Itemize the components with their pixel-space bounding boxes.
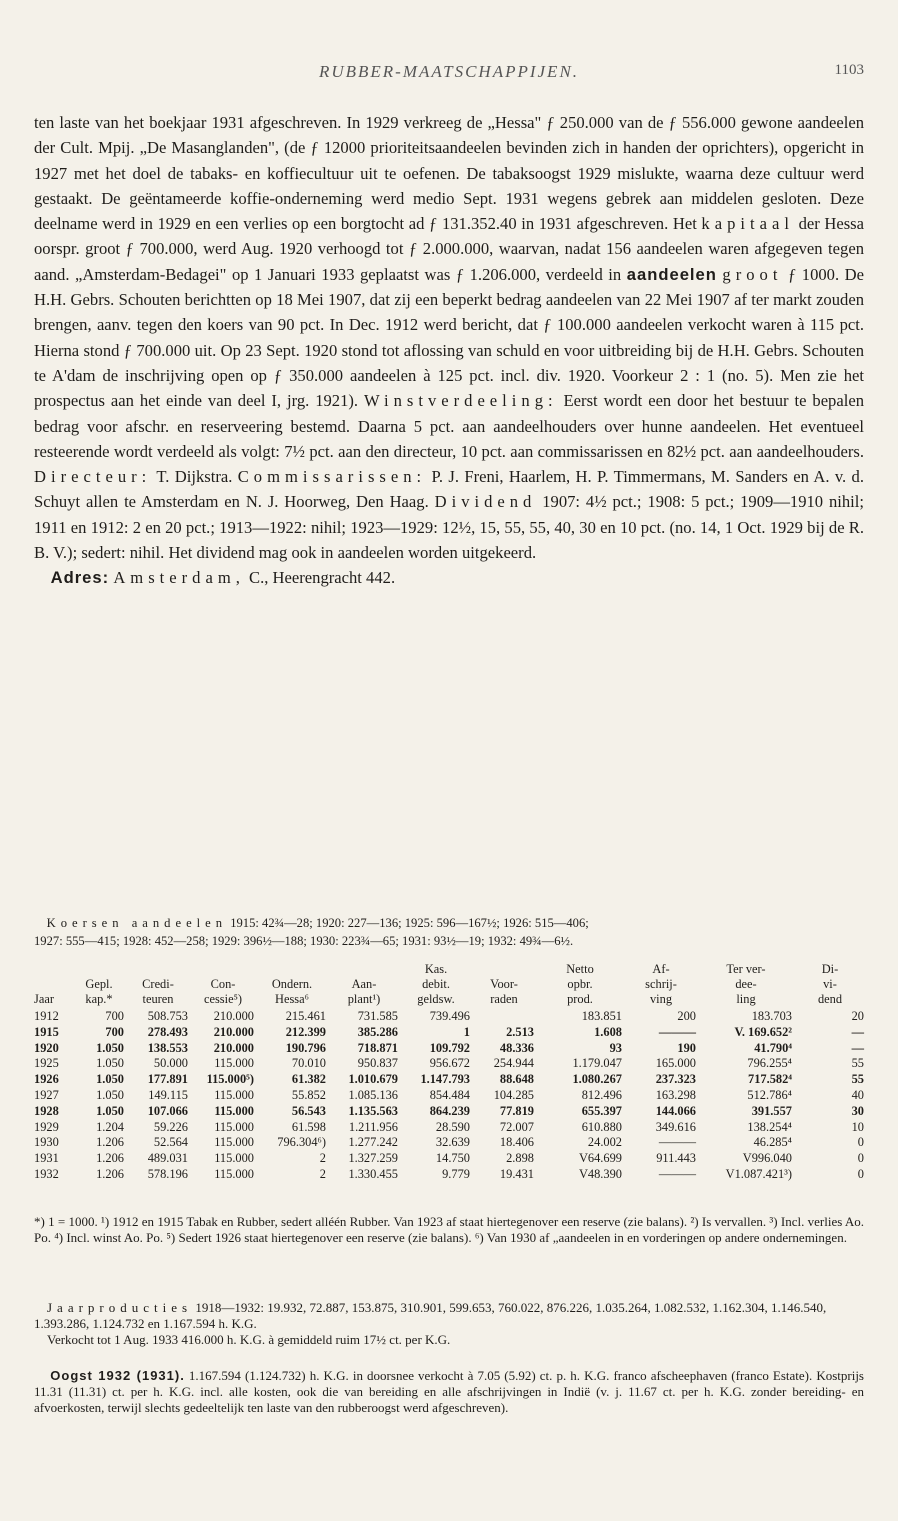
harvest-paragraph	[34, 1368, 864, 1416]
table-cell: 115.000	[214, 1166, 254, 1181]
table-cell: 1.050	[96, 1103, 124, 1118]
table-cell: V64.699	[578, 1151, 622, 1166]
table-cell: 812.496	[581, 1087, 622, 1102]
page-header	[34, 62, 864, 86]
table-cell: 32.639	[435, 1135, 470, 1150]
table-header-cell: Kas.	[424, 962, 448, 976]
table-cell: 149.115	[148, 1087, 188, 1102]
table-header-cell	[190, 962, 256, 977]
table-cell: 10	[851, 1119, 864, 1134]
table-header-cell: geldsw.	[417, 992, 455, 1006]
table-header-cell	[256, 962, 328, 977]
section-label-aandeelen: aandeelen	[626, 264, 717, 284]
table-cell: 700	[105, 1024, 124, 1039]
table-cell: 1.050	[96, 1087, 124, 1102]
address-street: C., Heerengracht 442.	[244, 568, 396, 588]
table-row	[34, 1009, 866, 1025]
table-cell: 40	[851, 1087, 864, 1102]
table-cell: 18.406	[499, 1135, 534, 1150]
table-row	[34, 1088, 866, 1104]
table-header-cell: Di-	[821, 962, 839, 976]
table-cell-year: 1920	[34, 1040, 59, 1055]
table-row	[34, 1041, 866, 1057]
table-row	[34, 1151, 866, 1167]
table-cell: 1.327.259	[348, 1151, 398, 1166]
table-cell: 61.382	[291, 1072, 326, 1087]
table-header-cell: kap.*	[85, 992, 113, 1006]
table-cell: 115.000⁵)	[206, 1072, 254, 1087]
table-cell: 115.000	[214, 1056, 254, 1071]
table-row	[34, 1135, 866, 1151]
table-cell: 349.616	[655, 1119, 696, 1134]
table-cell: 1.147.793	[420, 1072, 470, 1087]
table-cell: 1.277.242	[348, 1135, 398, 1150]
section-label-commissarissen: Commissarissen:	[237, 467, 427, 487]
table-header-row-2	[34, 977, 866, 992]
table-cell: 2.513	[506, 1024, 534, 1039]
table-cell: 70.010	[291, 1056, 326, 1071]
table-cell: 2.898	[506, 1151, 534, 1166]
production-label: Jaarproducties	[47, 1300, 193, 1315]
table-cell: 14.750	[435, 1151, 470, 1166]
table-cell: 48.336	[499, 1040, 534, 1055]
table-row	[34, 1167, 866, 1183]
body-text-6: P. J. Freni, Haarlem, H. P. Timmermans, M. Sanders en A. v. d. Schuyt allen te Amsterdam en N. J. Hoorweg, Den Haag.	[34, 467, 865, 512]
table-cell: 163.298	[655, 1087, 696, 1102]
table-cell: V48.390	[578, 1166, 622, 1181]
table-cell: 200	[677, 1009, 696, 1023]
table-cell: 1.206	[96, 1151, 124, 1166]
table-header-row-3	[34, 992, 866, 1009]
table-cell: 183.703	[751, 1009, 792, 1023]
table-cell: 0	[857, 1151, 864, 1166]
table-cell: 0	[857, 1135, 864, 1150]
table-cell: 88.648	[499, 1072, 534, 1087]
production-text: 1918—1932: 19.932, 72.887, 153.875, 310.901, 599.653, 760.022, 876.226, 1.035.264, 1.082.532, 1.162.304, 1.146.540, 1.393.286, 1.124.732 en 1.167.594 h. K.G.	[34, 1300, 827, 1331]
body-text-2: der Hessa oorspr. groot ƒ 700.000, werd Aug. 1920 verhoogd tot ƒ 2.000.000, waarvan, nadat 156 aandeelen waren afgegeven tegen aand. „Amsterdam-Bedagei" op 1 Januari 1933 geplaatst was ƒ 1.206.000, verdeeld in	[34, 214, 864, 284]
table-cell: 1.085.136	[348, 1087, 398, 1102]
table-cell: 61.598	[291, 1119, 326, 1134]
table-cell: 138.254⁴	[747, 1119, 792, 1134]
table-header-cell: Voor-	[490, 977, 518, 991]
table-cell: 115.000	[214, 1087, 254, 1102]
table-cell: 718.871	[357, 1040, 398, 1055]
section-label-directeur: Directeur:	[34, 467, 152, 487]
running-title: RUBBER-MAATSCHAPPIJEN.	[318, 62, 580, 81]
table-header-cell: debit.	[422, 977, 450, 991]
table-cell: 55.852	[291, 1087, 326, 1102]
financial-table	[34, 962, 866, 1183]
table-cell: 30	[851, 1103, 864, 1118]
table-cell: 56.543	[291, 1103, 326, 1118]
table-cell-year: 1931	[34, 1151, 59, 1166]
harvest-label: Oogst 1932 (1931).	[50, 1368, 185, 1383]
table-cell: 237.323	[655, 1072, 696, 1087]
table-cell: 52.564	[153, 1135, 188, 1150]
table-cell: 19.431	[499, 1166, 534, 1181]
section-label-dividend: Dividend	[434, 492, 537, 512]
table-cell: 2	[319, 1151, 326, 1166]
table-cell: 165.000	[655, 1056, 696, 1071]
table-cell: 59.226	[153, 1119, 188, 1134]
table-cell: 55	[851, 1056, 864, 1071]
table-body	[34, 1009, 866, 1183]
table-header-cell: schrij-	[645, 977, 677, 991]
table-cell: V1.087.421³)	[725, 1166, 792, 1181]
table-cell: 115.000	[214, 1135, 254, 1150]
table-cell: 796.304⁶)	[277, 1135, 326, 1150]
table-header-cell: Ondern.	[271, 977, 313, 991]
table-cell: 72.007	[499, 1119, 534, 1134]
table-header-cell: Jaar	[34, 992, 54, 1006]
address-city: Amsterdam,	[113, 568, 245, 588]
table-cell: 190	[677, 1040, 696, 1055]
table-cell: 489.031	[147, 1151, 188, 1166]
table-cell: V996.040	[742, 1151, 792, 1166]
table-cell: ———	[658, 1024, 696, 1039]
table-row	[34, 1025, 866, 1041]
table-header-cell: raden	[490, 992, 518, 1006]
table-row	[34, 1120, 866, 1136]
table-cell: 911.443	[656, 1151, 696, 1166]
table-cell: 46.285⁴	[753, 1135, 792, 1150]
table-cell: 77.819	[499, 1103, 534, 1118]
table-header-cell	[34, 962, 72, 977]
table-cell: 1	[463, 1024, 470, 1039]
table-header-cell	[34, 977, 72, 992]
table-cell: 1.010.679	[348, 1072, 398, 1087]
table-cell: 93	[609, 1040, 622, 1055]
body-text-1: ten laste van het boekjaar 1931 afgeschreven. In 1929 verkreeg de „Hessa" ƒ 250.000 van de ƒ 556.000 gewone aandeelen der Cult. Mpij. „De Masanglanden", (de ƒ 12000 prioriteitsaandeelen bevinden zich in handen der oprichters), opgericht in 1927 met het doel de tabaks- en koffiecultuur uit te oefenen. De tabaksoogst 1929 mislukte, waarna deze cultuur werd gestaakt. De geëntameerde koffie-onderneming werd medio Sept. 1931 wegens gebrek aan middelen gesloten. Deze deelname werd in 1929 en een verlies op een borgtocht ad ƒ 131.352.40 in 1931 afgeschreven. Het	[34, 113, 864, 234]
table-cell-year: 1912	[34, 1009, 59, 1023]
table-cell-year: 1927	[34, 1087, 59, 1102]
table-cell: 854.484	[429, 1087, 470, 1102]
table-cell	[472, 1009, 536, 1025]
table-row	[34, 1104, 866, 1120]
table-header-cell: Con-	[210, 977, 236, 991]
table-cell-year: 1929	[34, 1119, 59, 1134]
address-line	[34, 565, 864, 590]
table-cell: 144.066	[655, 1103, 696, 1118]
table-header-cell: Netto	[566, 962, 594, 976]
page-number: 1103	[834, 62, 864, 78]
section-label-winstverdeeling: Winstverdeeling:	[363, 391, 558, 411]
body-text-3: ƒ 1000. De H.H. Gebrs. Schouten berichtten op 18 Mei 1907, dat zij een beperkt bedrag aandeelen van 22 Mei 1907 af ter markt zouden brengen, aanv. tegen den koers van 90 pct. In Dec. 1912 werd bericht, dat ƒ 100.000 aandeelen verkocht waren à 115 pct. Hierna stond ƒ 700.000 uit. Op 23 Sept. 1920 stond tot aflossing van schuld en voor uitbreiding bij de H.H. Gebrs. Schouten te A'dam de inschrijving open op ƒ 350.000 aandeelen à 125 pct. incl. div. 1920. Voorkeur 2 : 1 (no. 5). Men zie het prospectus aan het einde van deel I, jrg. 1921).	[34, 264, 864, 411]
table-cell: 190.796	[285, 1040, 326, 1055]
table-cell: 1.080.267	[572, 1072, 622, 1087]
table-cell: 183.851	[581, 1009, 622, 1023]
table-cell: 864.239	[429, 1103, 470, 1118]
table-cell: 1.330.455	[348, 1166, 398, 1181]
table-cell: 1.204	[96, 1119, 124, 1134]
table-cell: 0	[857, 1166, 864, 1181]
word-groot: groot	[722, 264, 783, 284]
table-header-cell: dend	[817, 992, 843, 1006]
table-header-cell: teuren	[142, 992, 174, 1006]
table-cell: 1.211.956	[348, 1119, 398, 1134]
section-label-kapitaal: kapitaal	[701, 214, 794, 234]
annual-production	[34, 1300, 864, 1348]
table-cell: 41.790⁴	[754, 1040, 792, 1055]
table-cell: 1.050	[96, 1072, 124, 1087]
table-cell: 956.672	[429, 1056, 470, 1071]
table-cell: 24.002	[587, 1135, 622, 1150]
table-cell-year: 1928	[34, 1103, 59, 1118]
table-cell: 278.493	[147, 1024, 188, 1039]
table-cell: 254.944	[493, 1056, 534, 1071]
harvest-section	[34, 1368, 864, 1416]
table-header-cell: Hessa⁶	[275, 992, 309, 1006]
table-header-cell: plant¹)	[347, 992, 381, 1006]
table-header-cell: ving	[649, 992, 673, 1006]
table-cell: 700	[105, 1009, 124, 1023]
table-header-cell: Aan-	[351, 977, 377, 991]
table-cell: 512.786⁴	[747, 1087, 792, 1102]
table-cell: 55	[851, 1072, 864, 1087]
table-header-cell: opbr.	[567, 977, 593, 991]
table-cell: 9.779	[442, 1166, 470, 1181]
table-cell: —	[851, 1024, 864, 1039]
table-cell: 28.590	[435, 1119, 470, 1134]
footnotes-text: *) 1 = 1000. ¹) 1912 en 1915 Tabak en Rubber, sedert alléén Rubber. Van 1923 af staat hiertegenover een reserve (zie balans). ²) Is vervallen. ³) Incl. verlies Ao. Po. ⁴) Incl. winst Ao. Po. ⁵) Sedert 1926 staat hiertegenover een reserve (zie balans). ⁶) Van 1930 af „aandeelen in en vorderingen op andere ondernemingen.	[34, 1214, 864, 1245]
table-cell: 115.000	[214, 1119, 254, 1134]
body-paragraph	[34, 110, 864, 565]
table-header-cell: cessie⁵)	[203, 992, 243, 1006]
table-cell: 20	[851, 1009, 864, 1023]
table-header-cell: ling	[736, 992, 756, 1006]
table-cell: 1.135.563	[348, 1103, 398, 1118]
table-cell: 107.066	[147, 1103, 188, 1118]
table-cell: 1.206	[96, 1135, 124, 1150]
table-cell: 391.557	[751, 1103, 792, 1118]
table-cell: 655.397	[581, 1103, 622, 1118]
table-cell: 739.496	[429, 1009, 470, 1023]
table-cell: 717.582⁴	[748, 1072, 792, 1087]
production-sold: Verkocht tot 1 Aug. 1933 416.000 h. K.G. à gemiddeld ruim 17½ ct. per K.G.	[47, 1332, 451, 1347]
harvest-text: 1.167.594 (1.124.732) h. K.G. in doorsnee verkocht à 7.05 (5.92) ct. p. h. K.G. franco afscheephaven (franco Estate). Kostprijs 11.31 (11.31) ct. per h. K.G. incl. alle kosten, ook die van bereiding en alle afschrijvingen in Indië (v. j. 11.67 ct. per h. K.G. zonder bereiding- en afvoerkosten, terwijl slechts gedeeltelijk ten laste van den rubberoogst werd afgeschreven).	[34, 1368, 864, 1415]
share-prices-label: Koersen aandeelen	[46, 916, 228, 930]
share-prices-line-2: 1927: 555—415; 1928: 452—258; 1929: 396½—188; 1930: 223¾—65; 1931: 93½—19; 1932: 49¾—6½.	[34, 934, 574, 948]
table-cell-year: 1926	[34, 1072, 59, 1087]
table-header-cell: dee-	[735, 977, 757, 991]
company-description	[34, 110, 864, 591]
table-header-cell	[126, 962, 190, 977]
table-header-row-1	[34, 962, 866, 977]
table-cell: 385.286	[357, 1024, 398, 1039]
table-header-cell	[72, 962, 126, 977]
share-prices-text-1: 1915: 42¾—28; 1920: 227—136; 1925: 596—167½; 1926: 515—406;	[227, 916, 589, 930]
share-prices-line-1	[34, 914, 864, 932]
table-cell: ———	[658, 1166, 696, 1181]
table-cell: ———	[658, 1135, 696, 1150]
footnotes	[34, 1214, 864, 1246]
table-cell: 1.206	[96, 1166, 124, 1181]
table-header-cell	[328, 962, 400, 977]
share-prices	[34, 914, 864, 950]
table-cell: 138.553	[147, 1040, 188, 1055]
table-cell: 104.285	[493, 1087, 534, 1102]
table-cell-year: 1930	[34, 1135, 59, 1150]
table-cell: 731.585	[357, 1009, 398, 1023]
table-cell-year: 1932	[34, 1166, 59, 1181]
table-cell: 950.837	[357, 1056, 398, 1071]
body-text-7: 1907: 4½ pct.; 1908: 5 pct.; 1909—1910 nihil; 1911 en 1912: 2 en 20 pct.; 1913—1922: nihil; 1923—1929: 12½, 15, 55, 55, 40, 30 en 10 pct. (no. 14, 1 Oct. 1929 bij de R. B. V.); sedert: nihil. Het dividend mag ook in aandeelen worden uitgekeerd.	[34, 492, 864, 563]
table-cell-year: 1915	[34, 1024, 59, 1039]
production-line-1	[34, 1300, 864, 1332]
production-line-2	[34, 1332, 864, 1348]
table-cell: 796.255⁴	[747, 1056, 792, 1071]
table-cell: 177.891	[147, 1072, 188, 1087]
table-cell-year: 1925	[34, 1056, 59, 1071]
table-cell: —	[851, 1040, 864, 1055]
table-cell: V. 169.652²	[734, 1024, 792, 1039]
table-cell: 1.179.047	[572, 1056, 622, 1071]
table-cell: 210.000	[213, 1009, 254, 1023]
table-header-cell: Ter ver-	[726, 962, 766, 976]
table-cell: 115.000	[214, 1103, 254, 1118]
table-cell: 1.050	[96, 1040, 124, 1055]
table-header-cell: Gepl.	[85, 977, 113, 991]
table-cell: 215.461	[285, 1009, 326, 1023]
table-cell: 610.880	[581, 1119, 622, 1134]
table-header-cell: prod.	[567, 992, 593, 1006]
table-cell: 210.000	[213, 1024, 254, 1039]
body-text-5: T. Dijkstra.	[151, 467, 238, 487]
table-cell: 109.792	[429, 1040, 470, 1055]
table-header-cell	[472, 962, 536, 977]
table-cell: 210.000	[213, 1040, 254, 1055]
table-cell: 1.608	[594, 1024, 622, 1039]
table-cell: 578.196	[147, 1166, 188, 1181]
table-cell: 50.000	[153, 1056, 188, 1071]
table-header-cell: vi-	[823, 977, 837, 991]
table-header-cell: Af-	[652, 962, 670, 976]
table-cell: 2	[319, 1166, 326, 1181]
table-cell: 1.050	[96, 1056, 124, 1071]
table-cell: 115.000	[214, 1151, 254, 1166]
table-cell: 508.753	[147, 1009, 188, 1023]
table-header-cell: Credi-	[142, 977, 174, 991]
table-row	[34, 1056, 866, 1072]
table-row	[34, 1072, 866, 1088]
body-text-4: Eerst wordt een door het bestuur te bepalen bedrag voor afschr. en reserveering bestemd. Daarna 5 pct. aan aandeelhouders over hunne aandeelen. Het eventueel resteerende wordt verdeeld als volgt: 7½ pct. aan den directeur, 10 pct. aan commissarissen en 82½ pct. aan aandeelhouders.	[34, 391, 864, 461]
table-cell: 212.399	[285, 1024, 326, 1039]
address-label: Adres:	[50, 568, 110, 588]
